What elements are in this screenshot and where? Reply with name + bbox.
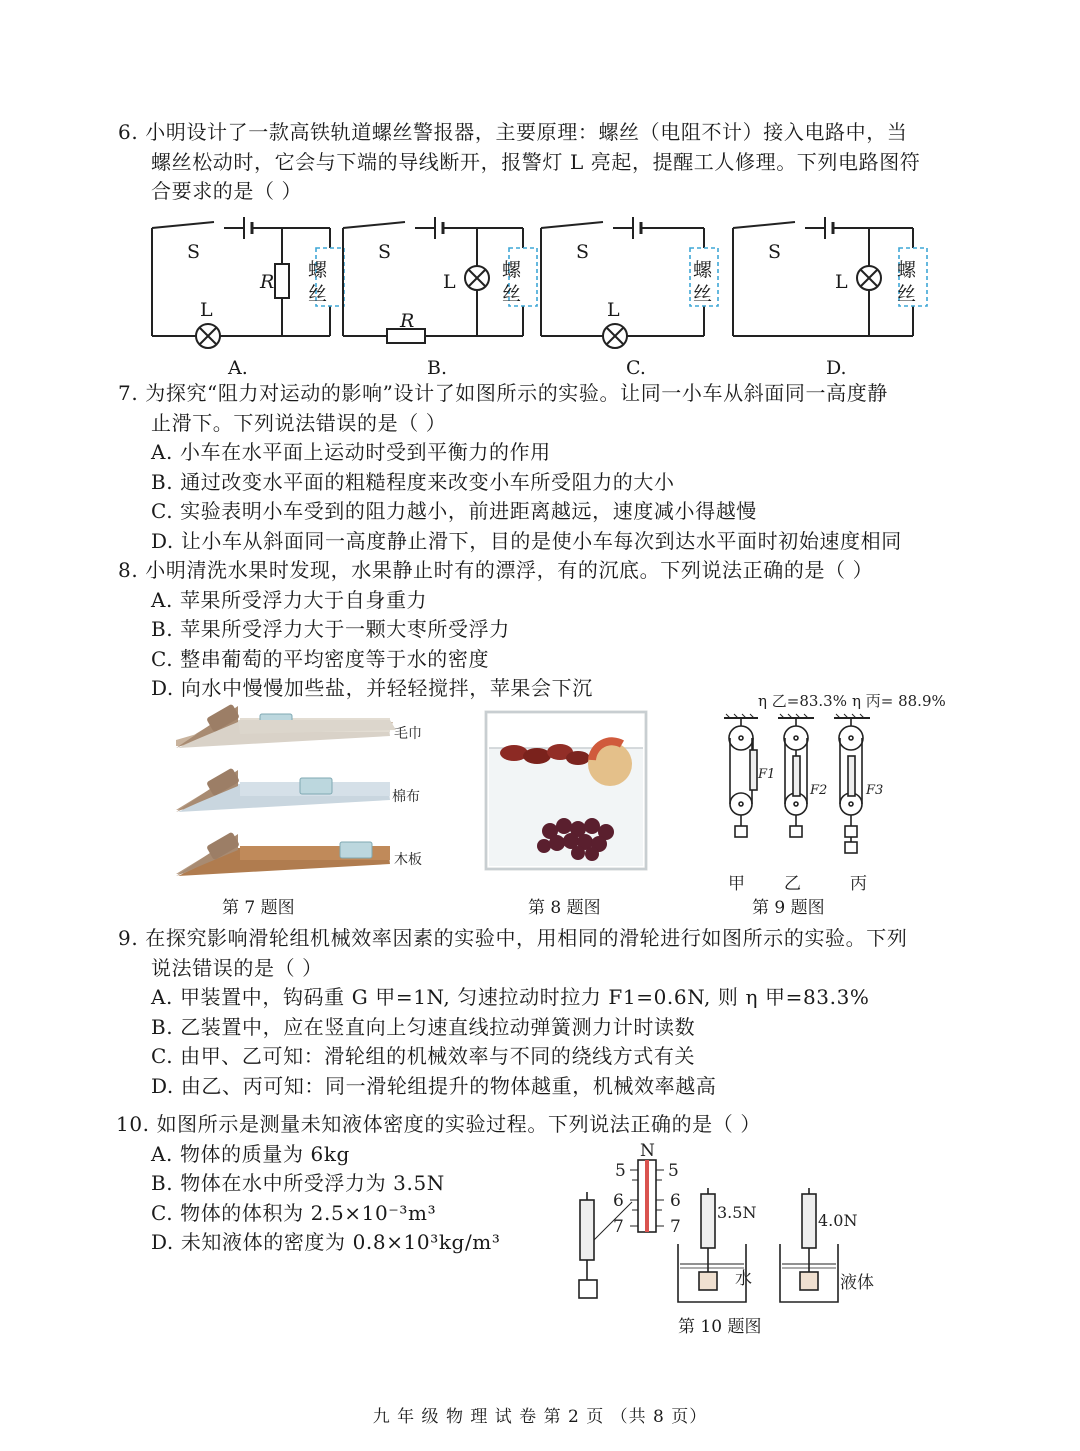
reading-water: 3.5N: [717, 1203, 757, 1222]
label-yi: 乙: [784, 874, 801, 894]
scale-mark-7-right: 7: [670, 1217, 681, 1237]
q9-line-2: 说法错误的是（ ）: [151, 955, 323, 980]
q10-option-c: C. 物体的体积为 2.5×10⁻³m³: [151, 1200, 437, 1225]
q8-option-a: A. 苹果所受浮力大于自身重力: [151, 587, 428, 612]
question-6: [118, 118, 968, 207]
q9-figure: [718, 686, 948, 896]
q7-option-a: A. 小车在水平面上运动时受到平衡力的作用: [151, 440, 551, 464]
pulley-set-yi: [784, 718, 808, 837]
scale-mark-5-left: 5: [615, 1161, 626, 1181]
question-8: [118, 556, 968, 704]
scale-mark-7-left: 7: [613, 1217, 624, 1237]
surface-towel-label: 毛巾: [394, 726, 422, 742]
surface-cotton-label: 棉布: [392, 789, 420, 805]
circuit-d-s-label: S: [768, 241, 782, 263]
circuit-a-s-label: S: [187, 241, 201, 263]
q8-option-c: C. 整串葡萄的平均密度等于水的密度: [151, 646, 490, 671]
question-7: [118, 379, 968, 556]
efficiency-yi: η 乙=83.3%: [758, 692, 847, 710]
q9-figure-caption: 第 9 题图: [752, 898, 825, 918]
force-f2: F2: [810, 783, 828, 798]
liquid-label: 液体: [840, 1273, 874, 1293]
q10-option-a: A. 物体的质量为 6kg: [151, 1141, 350, 1166]
circuit-d-screw-2: 丝: [897, 283, 917, 305]
scale-mark-6-left: 6: [613, 1191, 624, 1211]
circuit-c-screw-1: 螺: [693, 259, 713, 281]
circuit-b-l-label: L: [443, 271, 456, 293]
q7-line-1: 7. 为探究“阻力对运动的影响”设计了如图所示的实验。让同一小车从斜面同一高度静: [118, 381, 888, 405]
q8-option-d: D. 向水中慢慢加些盐，并轻轻搅拌，苹果会下沉: [151, 676, 593, 700]
q9-line-1: 9. 在探究影响滑轮组机械效率因素的实验中，用相同的滑轮进行如图所示的实验。下列: [118, 926, 908, 950]
q10-option-b: B. 物体在水中所受浮力为 3.5N: [151, 1171, 445, 1195]
circuit-b-screw-1: 螺: [502, 259, 522, 281]
q6-circuits: [140, 208, 940, 380]
circuit-b-option: B.: [427, 357, 448, 379]
efficiency-bing: η 丙= 88.9%: [852, 692, 946, 710]
q7-option-d: D. 让小车从斜面同一高度静止滑下，目的是使小车每次到达水平面时初始速度相同: [151, 528, 902, 553]
surface-towel-setup: [176, 704, 396, 748]
circuit-b-screw-2: 丝: [502, 283, 522, 305]
pulley-set-bing: [839, 718, 863, 853]
scale-mark-5-right: 5: [668, 1161, 679, 1181]
circuit-a-screw-1: 螺: [308, 259, 328, 281]
circuit-d-option: D.: [826, 357, 847, 379]
q8-option-b: B. 苹果所受浮力大于一颗大枣所受浮力: [151, 617, 510, 641]
q6-line-2: 螺丝松动时，它会与下端的导线断开，报警灯 L 亮起，提醒工人修理。下列电路图符: [151, 149, 921, 174]
q7-figure: [168, 700, 448, 885]
q6-line-3: 合要求的是（ ）: [151, 179, 303, 203]
q9-option-d: D. 由乙、丙可知：同一滑轮组提升的物体越重，机械效率越高: [151, 1073, 717, 1098]
label-bing: 丙: [850, 874, 867, 894]
label-jia: 甲: [728, 874, 745, 894]
surface-wood-setup: [176, 832, 390, 876]
circuit-a-option: A.: [228, 357, 248, 379]
pulley-set-jia: [729, 718, 757, 837]
surface-wood-label: 木板: [394, 852, 422, 868]
reading-liquid: 4.0N: [818, 1211, 858, 1230]
circuit-c-l-label: L: [607, 299, 620, 321]
q9-option-a: A. 甲装置中，钩码重 G 甲=1N, 匀速拉动时拉力 F1=0.6N, 则 η 甲=83.3%: [151, 985, 870, 1009]
question-9: [118, 924, 968, 1101]
circuit-a-r-label: R: [260, 271, 275, 293]
q8-line-1: 8. 小明清洗水果时发现，水果静止时有的漂浮，有的沉底。下列说法正确的是（ ）: [118, 558, 874, 582]
force-f1: F1: [758, 767, 776, 782]
circuit-c: [541, 217, 718, 348]
q7-option-b: B. 通过改变水平面的粗糙程度来改变小车所受阻力的大小: [151, 469, 675, 494]
q9-option-c: C. 由甲、乙可知：滑轮组的机械效率与不同的绕线方式有关: [151, 1044, 696, 1068]
circuit-a-l-label: L: [200, 299, 213, 321]
q10-line-1: 10. 如图所示是测量未知液体密度的实验过程。下列说法正确的是（ ）: [116, 1112, 761, 1136]
q7-option-c: C. 实验表明小车受到的阻力越小，前进距离越远，速度减小得越慢: [151, 499, 757, 523]
scale-unit: N: [640, 1141, 655, 1161]
surface-cotton-setup: [176, 768, 390, 812]
q10-figure-caption: 第 10 题图: [678, 1317, 762, 1337]
circuit-c-screw-2: 丝: [693, 283, 713, 305]
circuit-a-screw-2: 丝: [308, 283, 328, 305]
q10-figure: [570, 1140, 900, 1310]
circuit-b-r-label: R: [400, 310, 415, 332]
q6-line-1: 6. 小明设计了一款高铁轨道螺丝警报器，主要原理：螺丝（电阻不计）接入电路中，当: [118, 120, 908, 144]
force-f3: F3: [866, 783, 884, 798]
circuit-c-option: C.: [626, 357, 646, 379]
q7-figure-caption: 第 7 题图: [222, 898, 295, 918]
scale-mark-6-right: 6: [670, 1191, 681, 1211]
circuit-b-s-label: S: [378, 241, 392, 263]
page-footer: 九 年 级 物 理 试 卷 第 2 页 （共 8 页）: [372, 1407, 708, 1427]
water-label: 水: [735, 1269, 752, 1289]
q8-figure-caption: 第 8 题图: [528, 898, 601, 918]
q7-line-2: 止滑下。下列说法错误的是（ ）: [151, 410, 447, 435]
q10-option-d: D. 未知液体的密度为 0.8×10³kg/m³: [151, 1230, 501, 1254]
circuit-d-screw-1: 螺: [897, 259, 917, 281]
circuit-d-l-label: L: [835, 271, 848, 293]
q8-figure: [482, 708, 652, 873]
q9-option-b: B. 乙装置中，应在竖直向上匀速直线拉动弹簧测力计时读数: [151, 1014, 696, 1039]
circuit-c-s-label: S: [576, 241, 590, 263]
